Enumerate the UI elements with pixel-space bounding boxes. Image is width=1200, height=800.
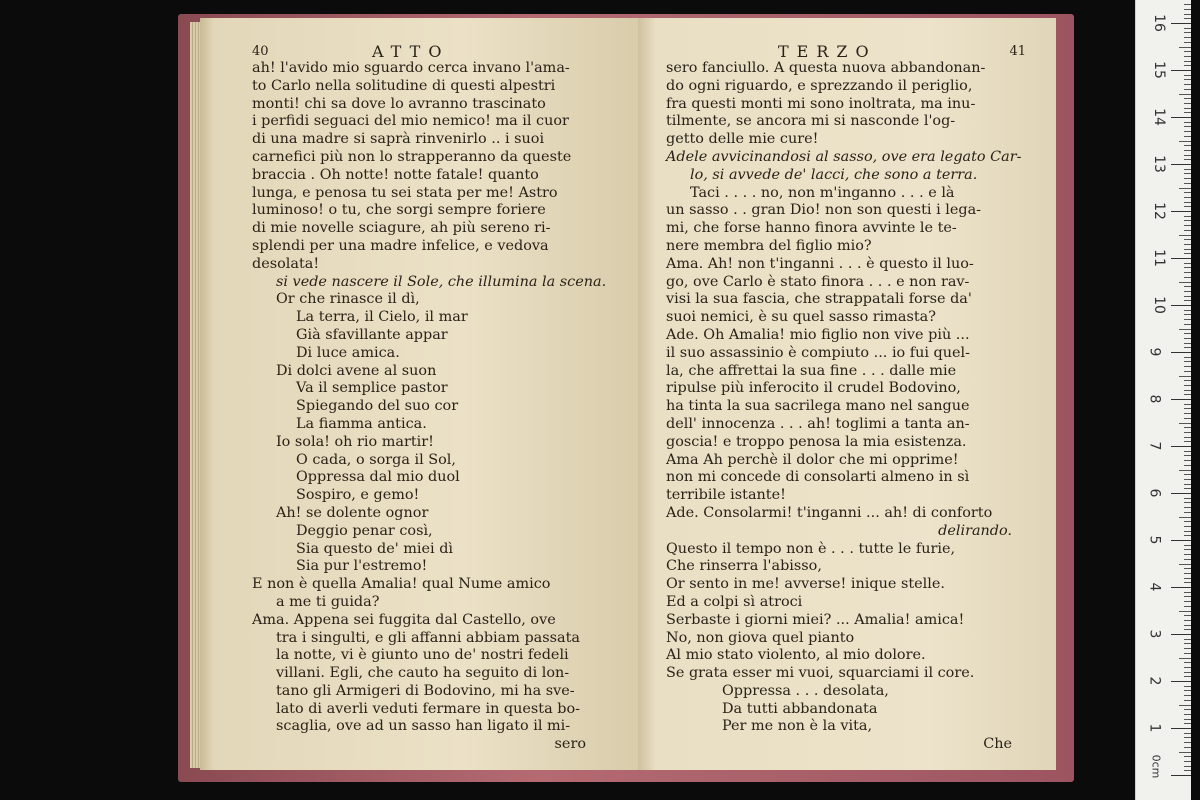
- ruler-tick: [1184, 498, 1191, 499]
- left-page: [200, 18, 638, 770]
- text-line: carnefici più non lo strapperanno da queste: [252, 148, 572, 165]
- text-line: La terra, il Cielo, il mar: [296, 309, 468, 326]
- ruler-tick: [1184, 220, 1191, 221]
- text-line: nere membra del figlio mio?: [666, 237, 872, 254]
- text-line: desolata!: [252, 255, 320, 272]
- ruler-tick: [1184, 338, 1191, 339]
- ruler-tick: [1184, 521, 1191, 522]
- ruler-tick: [1184, 79, 1191, 80]
- ruler-tick: [1184, 578, 1191, 579]
- ruler-tick: [1184, 643, 1191, 644]
- ruler-tick: [1184, 89, 1191, 90]
- ruler-tick: [1184, 150, 1191, 151]
- ruler-tick: [1184, 451, 1191, 452]
- ruler-tick: [1184, 606, 1191, 607]
- ruler-tick: [1179, 47, 1191, 48]
- ruler-tick: [1184, 155, 1191, 156]
- ruler-tick: [1171, 23, 1191, 24]
- measuring-ruler: [1135, 0, 1191, 800]
- text-line: Per me non è la vita,: [722, 718, 873, 735]
- ruler-tick: [1184, 263, 1191, 264]
- ruler-tick: [1171, 399, 1191, 400]
- right-page: [638, 18, 1056, 770]
- ruler-tick: [1184, 225, 1191, 226]
- ruler-tick: [1171, 211, 1191, 212]
- ruler-tick: [1184, 178, 1191, 179]
- ruler-tick: [1184, 639, 1191, 640]
- ruler-tick: [1171, 70, 1191, 71]
- text-line: dell' innocenza . . . ah! toglimi a tanta an-: [666, 415, 970, 432]
- text-line: tra i singulti, e gli affanni abbiam passata: [276, 629, 580, 646]
- text-line: Che: [983, 736, 1012, 753]
- text-line: Adele avvicinandosi al sasso, ove era legato Car-: [666, 148, 1022, 165]
- ruler-tick: [1179, 235, 1191, 236]
- text-line: il suo assassinio è compiuto ... io fui quel-: [666, 344, 971, 361]
- ruler-tick: [1184, 737, 1191, 738]
- text-line: non mi concede di consolarti almeno in sì: [666, 469, 970, 486]
- ruler-tick: [1184, 230, 1191, 231]
- ruler-tick: [1171, 587, 1191, 588]
- text-line: suoi nemici, è su quel sasso rimasta?: [666, 309, 936, 326]
- ruler-tick: [1184, 202, 1191, 203]
- ruler-tick: [1184, 408, 1191, 409]
- text-line: do ogni riguardo, e sprezzando il periglio,: [666, 77, 973, 94]
- ruler-label: 3: [1146, 629, 1163, 639]
- text-line: Deggio penar così,: [296, 522, 433, 539]
- ruler-tick: [1171, 164, 1191, 165]
- ruler-tick: [1184, 460, 1191, 461]
- text-line: luminoso! o tu, che sorgi sempre foriere: [252, 202, 546, 219]
- ruler-tick: [1171, 634, 1191, 635]
- ruler-tick: [1184, 615, 1191, 616]
- ruler-tick: [1184, 620, 1191, 621]
- text-line: Già sfavillante appar: [296, 326, 448, 343]
- ruler-tick: [1184, 709, 1191, 710]
- ruler-tick: [1184, 347, 1191, 348]
- ruler-tick: [1179, 282, 1191, 283]
- text-line: go, ove Carlo è stato finora . . . e non rav-: [666, 273, 970, 290]
- ruler-tick: [1184, 286, 1191, 287]
- ruler-tick: [1184, 366, 1191, 367]
- ruler-tick: [1184, 465, 1191, 466]
- ruler-tick: [1184, 28, 1191, 29]
- left-text-block: [252, 60, 607, 754]
- text-line: a me ti guida?: [276, 593, 380, 610]
- ruler-tick: [1184, 267, 1191, 268]
- ruler-tick: [1179, 470, 1191, 471]
- ruler-tick: [1171, 775, 1191, 776]
- ruler-tick: [1179, 705, 1191, 706]
- ruler-label: 8: [1146, 394, 1163, 404]
- ruler-tick: [1184, 126, 1191, 127]
- ruler-tick: [1179, 376, 1191, 377]
- ruler-tick: [1184, 333, 1191, 334]
- text-line: to Carlo nella solitudine di questi alpestri: [252, 77, 556, 94]
- ruler-tick: [1184, 502, 1191, 503]
- ruler-tick: [1171, 540, 1191, 541]
- text-line: Al mio stato violento, al mio dolore.: [666, 647, 926, 664]
- ruler-tick: [1184, 244, 1191, 245]
- ruler-tick: [1184, 676, 1191, 677]
- ruler-tick: [1184, 592, 1191, 593]
- text-line: delirando.: [938, 522, 1012, 539]
- text-line: di una madre si saprà rinvenirlo .. i suoi: [252, 131, 545, 148]
- ruler-tick: [1184, 291, 1191, 292]
- ruler-tick: [1179, 94, 1191, 95]
- ruler-tick: [1184, 32, 1191, 33]
- text-line: di mie novelle sciagure, ah più sereno ri-: [252, 220, 551, 237]
- ruler-tick: [1184, 507, 1191, 508]
- right-head-title: TERZO: [778, 42, 877, 61]
- text-line: Da tutti abbandonata: [722, 700, 878, 717]
- ruler-tick: [1179, 329, 1191, 330]
- text-line: goscia! e troppo penosa la mia esistenza.: [666, 433, 967, 450]
- ruler-tick: [1184, 310, 1191, 311]
- text-line: Ed a colpi sì atroci: [666, 593, 803, 610]
- ruler-tick: [1179, 752, 1191, 753]
- ruler-tick: [1184, 380, 1191, 381]
- ruler-tick: [1184, 343, 1191, 344]
- ruler-tick: [1184, 625, 1191, 626]
- text-line: O cada, o sorga il Sol,: [296, 451, 456, 468]
- ruler-tick: [1184, 418, 1191, 419]
- ruler-tick: [1184, 714, 1191, 715]
- ruler-tick: [1184, 296, 1191, 297]
- ruler-tick: [1184, 357, 1191, 358]
- ruler-tick: [1171, 117, 1191, 118]
- text-line: Ama. Appena sei fuggita dal Castello, ove: [252, 611, 556, 628]
- ruler-tick: [1184, 413, 1191, 414]
- ruler-label: 14: [1150, 108, 1167, 126]
- text-line: Oppressa . . . desolata,: [722, 682, 889, 699]
- ruler-tick: [1184, 319, 1191, 320]
- text-line: Sia pur l'estremo!: [296, 558, 428, 575]
- ruler-tick: [1184, 361, 1191, 362]
- ruler-tick: [1184, 272, 1191, 273]
- ruler-label: 5: [1146, 535, 1163, 545]
- text-line: Ade. Oh Amalia! mio figlio non vive più ...: [666, 326, 970, 343]
- left-running-head: [252, 42, 600, 60]
- text-line: un sasso . . gran Dio! non son questi i lega-: [666, 202, 982, 219]
- text-line: Se grata esser mi vuoi, squarciami il core.: [666, 665, 975, 682]
- ruler-tick: [1184, 65, 1191, 66]
- ruler-tick: [1171, 258, 1191, 259]
- text-line: Di luce amica.: [296, 344, 400, 361]
- ruler-tick: [1184, 249, 1191, 250]
- ruler-tick: [1179, 517, 1191, 518]
- text-line: Or sento in me! avverse! inique stelle.: [666, 576, 945, 593]
- text-line: Di dolci avene al suon: [276, 362, 437, 379]
- ruler-tick: [1184, 404, 1191, 405]
- ruler-label: 10: [1150, 296, 1167, 314]
- ruler-tick: [1184, 427, 1191, 428]
- text-line: la, che affrettai la sua fine . . . dalle mie: [666, 362, 957, 379]
- ruler-tick: [1184, 159, 1191, 160]
- ruler-tick: [1171, 493, 1191, 494]
- text-line: No, non giova quel pianto: [666, 629, 855, 646]
- ruler-label: 16: [1150, 14, 1167, 32]
- ruler-tick: [1184, 770, 1191, 771]
- ruler-tick: [1184, 324, 1191, 325]
- ruler-tick: [1184, 300, 1191, 301]
- ruler-tick: [1184, 554, 1191, 555]
- ruler-tick: [1184, 535, 1191, 536]
- ruler-label: 7: [1146, 441, 1163, 451]
- ruler-tick: [1184, 596, 1191, 597]
- ruler-tick: [1184, 531, 1191, 532]
- ruler-tick: [1184, 733, 1191, 734]
- ruler-tick: [1184, 4, 1191, 5]
- right-text-block: [666, 60, 1026, 754]
- ruler-tick: [1184, 719, 1191, 720]
- text-line: sero fanciullo. A questa nuova abbandonan-: [666, 60, 986, 76]
- text-line: lunga, e penosa tu sei stata per me! Astro: [252, 184, 558, 201]
- text-line: terribile istante!: [666, 487, 786, 504]
- ruler-tick: [1179, 423, 1191, 424]
- text-line: splendi per una madre infelice, e vedova: [252, 237, 549, 254]
- ruler-tick: [1184, 512, 1191, 513]
- left-head-title: ATTO: [372, 42, 450, 61]
- text-line: monti! chi sa dove lo avranno trascinato: [252, 95, 546, 112]
- ruler-tick: [1184, 723, 1191, 724]
- text-line: Serbaste i giorni miei? ... Amalia! amica!: [666, 611, 965, 628]
- text-line: la notte, vi è giunto uno de' nostri fedeli: [276, 647, 569, 664]
- text-line: Va il semplice pastor: [296, 380, 448, 397]
- ruler-tick: [1184, 131, 1191, 132]
- ruler-tick: [1184, 742, 1191, 743]
- ruler-tick: [1184, 136, 1191, 137]
- ruler-tick: [1171, 681, 1191, 682]
- ruler-tick: [1184, 573, 1191, 574]
- ruler-tick: [1184, 37, 1191, 38]
- ruler-tick: [1184, 42, 1191, 43]
- ruler-tick: [1184, 667, 1191, 668]
- ruler-tick: [1184, 559, 1191, 560]
- ruler-tick: [1184, 108, 1191, 109]
- ruler-tick: [1184, 145, 1191, 146]
- text-line: ripulse più inferocito il crudel Bodovino,: [666, 380, 961, 397]
- ruler-tick: [1184, 441, 1191, 442]
- ruler-tick: [1184, 253, 1191, 254]
- ruler-tick: [1184, 526, 1191, 527]
- ruler-tick: [1179, 141, 1191, 142]
- ruler-tick: [1184, 277, 1191, 278]
- ruler-label: 2: [1146, 676, 1163, 686]
- ruler-label: 0cm: [1149, 754, 1163, 779]
- left-page-number: 40: [252, 44, 269, 59]
- text-line: getto delle mie cure!: [666, 131, 819, 148]
- text-line: Spiegando del suo cor: [296, 398, 459, 415]
- ruler-tick: [1184, 437, 1191, 438]
- ruler-tick: [1184, 484, 1191, 485]
- ruler-tick: [1184, 662, 1191, 663]
- text-line: ha tinta la sua sacrilega mano nel sangue: [666, 398, 970, 415]
- ruler-tick: [1184, 169, 1191, 170]
- ruler-tick: [1184, 488, 1191, 489]
- text-line: si vede nascere il Sole, che illumina la scena.: [276, 273, 607, 290]
- text-line: scaglia, ove ad un sasso han ligato il mi-: [276, 718, 571, 735]
- ruler-tick: [1171, 446, 1191, 447]
- ruler-label: 4: [1146, 582, 1163, 592]
- text-line: Ade. Consolarmi! t'inganni ... ah! di conforto: [666, 504, 993, 521]
- ruler-tick: [1184, 690, 1191, 691]
- ruler-tick: [1184, 239, 1191, 240]
- ruler-tick: [1184, 761, 1191, 762]
- ruler-tick: [1184, 747, 1191, 748]
- ruler-tick: [1184, 51, 1191, 52]
- text-line: sero: [554, 736, 586, 753]
- ruler-tick: [1179, 564, 1191, 565]
- ruler-tick: [1184, 75, 1191, 76]
- ruler-tick: [1184, 206, 1191, 207]
- ruler-tick: [1184, 582, 1191, 583]
- ruler-tick: [1184, 601, 1191, 602]
- text-line: Oppressa dal mio duol: [296, 469, 460, 486]
- ruler-tick: [1184, 112, 1191, 113]
- ruler-label: 15: [1150, 61, 1167, 79]
- ruler-tick: [1184, 103, 1191, 104]
- text-line: braccia . Oh notte! notte fatale! quanto: [252, 166, 539, 183]
- ruler-tick: [1184, 648, 1191, 649]
- ruler-tick: [1184, 197, 1191, 198]
- ruler-tick: [1184, 122, 1191, 123]
- text-line: fra questi monti mi sono inoltrata, ma inu-: [666, 95, 976, 112]
- ruler-label: 6: [1146, 488, 1163, 498]
- ruler-tick: [1184, 216, 1191, 217]
- ruler-label: 11: [1150, 249, 1167, 267]
- ruler-tick: [1184, 9, 1191, 10]
- ruler-tick: [1179, 611, 1191, 612]
- text-line: lato di averli veduti fermare in questa bo-: [276, 700, 580, 717]
- ruler-label: 12: [1150, 202, 1167, 220]
- text-line: ah! l'avido mio sguardo cerca invano l'ama-: [252, 60, 570, 76]
- ruler-tick: [1184, 479, 1191, 480]
- ruler-tick: [1184, 98, 1191, 99]
- text-line: Ama. Ah! non t'inganni . . . è questo il luo-: [666, 255, 974, 272]
- text-line: tilmente, se ancora mi si nasconde l'og-: [666, 113, 956, 130]
- ruler-tick: [1184, 192, 1191, 193]
- right-page-number: 41: [1009, 44, 1026, 59]
- ruler-tick: [1184, 14, 1191, 15]
- ruler-tick: [1184, 653, 1191, 654]
- ruler-tick: [1184, 545, 1191, 546]
- text-line: E non è quella Amalia! qual Nume amico: [252, 576, 551, 593]
- ruler-tick: [1184, 390, 1191, 391]
- ruler-tick: [1184, 56, 1191, 57]
- ruler-tick: [1171, 352, 1191, 353]
- text-line: i perfidi seguaci del mio nemico! ma il cuor: [252, 113, 569, 130]
- ruler-tick: [1184, 173, 1191, 174]
- text-line: Che rinserra l'abisso,: [666, 558, 822, 575]
- ruler-label: 1: [1146, 723, 1163, 733]
- ruler-tick: [1184, 183, 1191, 184]
- text-line: Or che rinasce il dì,: [276, 291, 420, 308]
- text-line: Ah! se dolente ognor: [276, 504, 429, 521]
- text-line: visi la sua fascia, che strappatali forse da': [666, 291, 972, 308]
- ruler-tick: [1179, 658, 1191, 659]
- text-line: villani. Egli, che cauto ha seguito di lon-: [276, 665, 570, 682]
- text-line: Questo il tempo non è . . . tutte le furie,: [666, 540, 956, 557]
- ruler-label: 9: [1146, 347, 1163, 357]
- text-line: mi, che forse hanno finora avvinte le te-: [666, 220, 957, 237]
- text-line: Taci . . . . no, non m'inganno . . . e là: [690, 184, 955, 201]
- ruler-tick: [1184, 455, 1191, 456]
- ruler-tick: [1184, 474, 1191, 475]
- ruler-tick: [1184, 314, 1191, 315]
- text-line: Ama Ah perchè il dolor che mi opprime!: [666, 451, 959, 468]
- ruler-tick: [1184, 672, 1191, 673]
- ruler-tick: [1184, 629, 1191, 630]
- ruler-tick: [1184, 700, 1191, 701]
- text-line: Sia questo de' miei dì: [296, 540, 454, 557]
- right-running-head: [666, 42, 1026, 60]
- ruler-tick: [1184, 18, 1191, 19]
- ruler-label: 13: [1150, 155, 1167, 173]
- ruler-tick: [1184, 385, 1191, 386]
- ruler-tick: [1184, 686, 1191, 687]
- ruler-tick: [1184, 394, 1191, 395]
- text-line: tano gli Armigeri di Bodovino, mi ha sve-: [276, 682, 575, 699]
- ruler-tick: [1184, 84, 1191, 85]
- ruler-tick: [1171, 728, 1191, 729]
- text-line: lo, si avvede de' lacci, che sono a terra.: [690, 166, 978, 183]
- ruler-tick: [1184, 61, 1191, 62]
- ruler-tick: [1184, 756, 1191, 757]
- ruler-tick: [1184, 549, 1191, 550]
- text-line: La fiamma antica.: [296, 415, 427, 432]
- ruler-tick: [1171, 305, 1191, 306]
- ruler-tick: [1184, 695, 1191, 696]
- text-line: Sospiro, e gemo!: [296, 487, 420, 504]
- ruler-tick: [1184, 568, 1191, 569]
- ruler-tick: [1184, 432, 1191, 433]
- text-line: Io sola! oh rio martir!: [276, 433, 434, 450]
- ruler-tick: [1184, 766, 1191, 767]
- ruler-tick: [1184, 371, 1191, 372]
- ruler-tick: [1179, 188, 1191, 189]
